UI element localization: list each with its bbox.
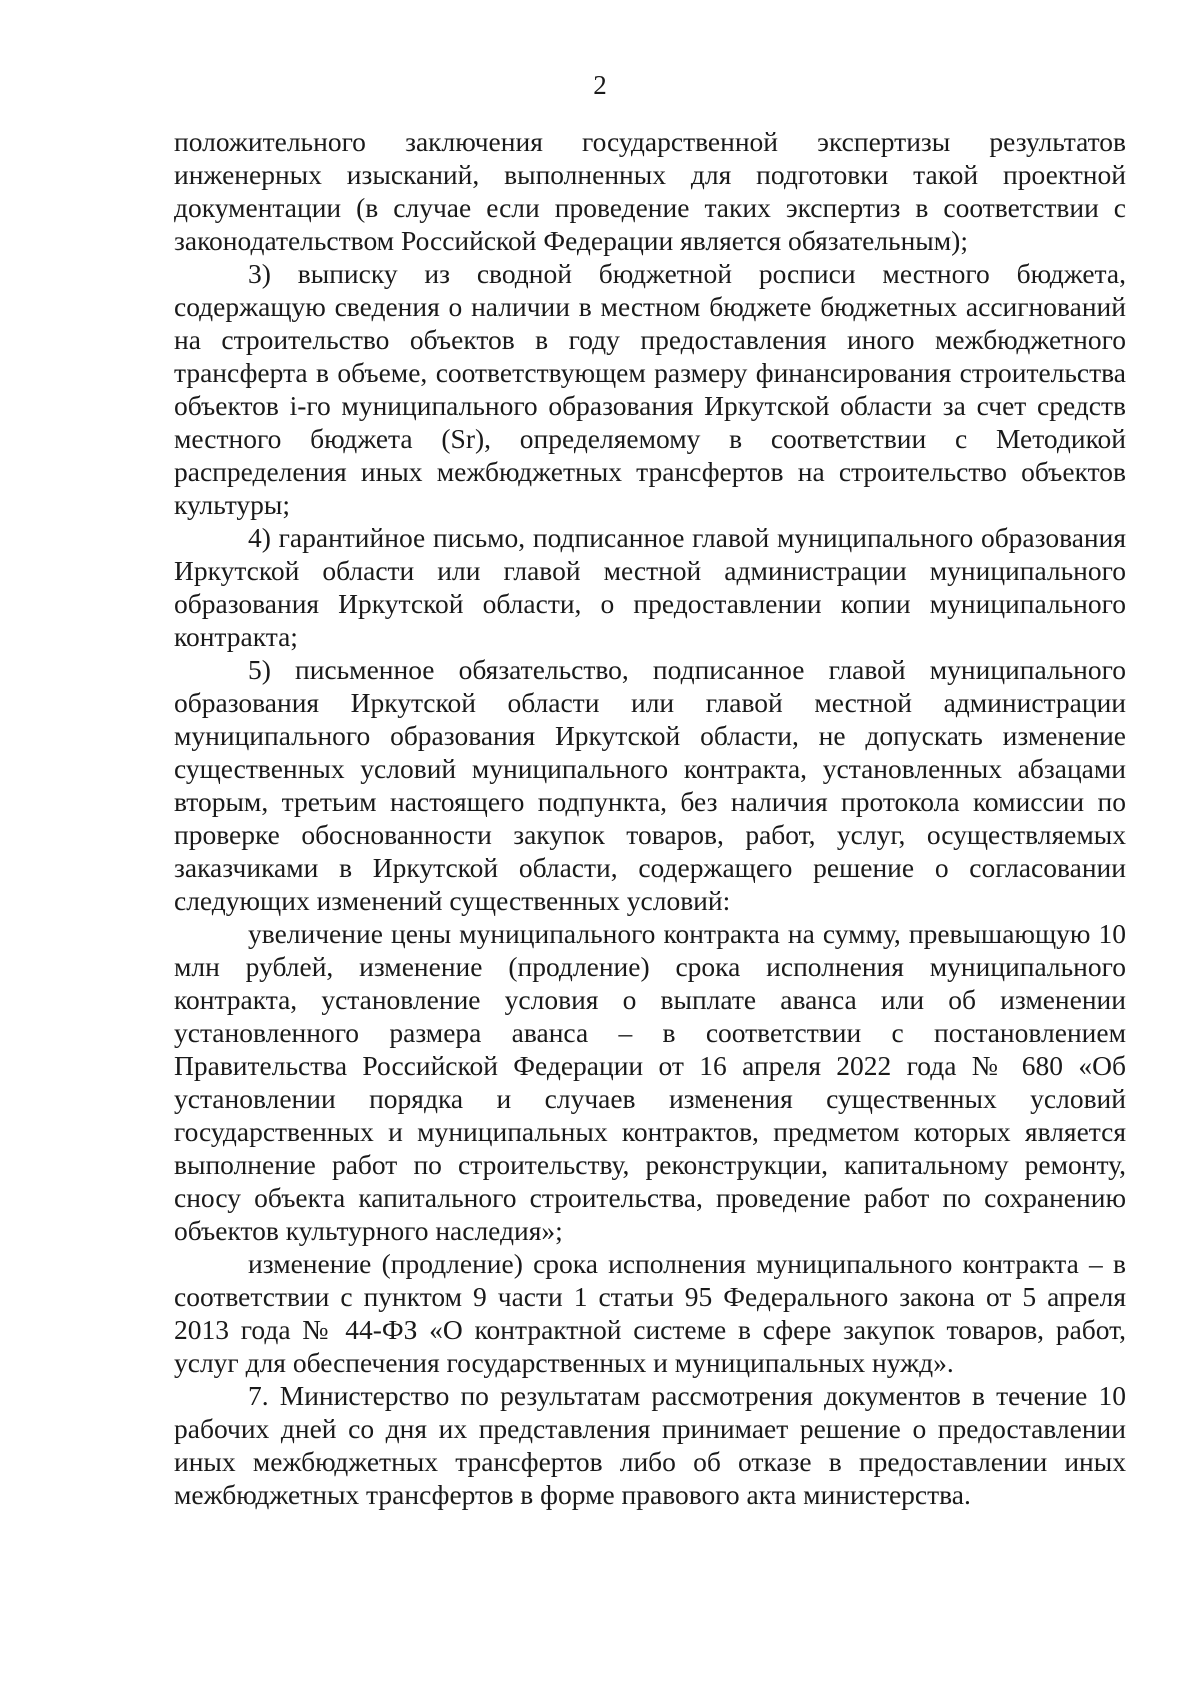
page-number: 2 bbox=[593, 70, 607, 100]
paragraph-expertise-conclusion: положительного заключения государственной экспертизы результатов инженерных изысканий, выполненных для подготовки такой проектной документации (в случае если проведение таких экспертиз в соответствии с законодательством Российской Федерации является обязательным); bbox=[174, 126, 1126, 256]
paragraph-item-4-guarantee-letter: 4) гарантийное письмо, подписанное главой муниципального образования Иркутской области или главой местной администрации муниципального образования Иркутской области, о предоставлении копии муниципального контракта; bbox=[174, 522, 1126, 652]
paragraph-item-7-ministry-decision: 7. Министерство по результатам рассмотрения документов в течение 10 рабочих дней со дня их представления принимает решение о предоставлении иных межбюджетных трансфертов либо об отказе в предоставлении иных межбюджетных трансфертов в форме правового акта министерства. bbox=[174, 1380, 1126, 1510]
document-body bbox=[174, 125, 1126, 1511]
paragraph-term-extension-condition: изменение (продление) срока исполнения муниципального контракта – в соответствии с пунктом 9 части 1 статьи 95 Федерального закона от 5 апреля 2013 года № 44-ФЗ «О контрактной системе в сфере закупок товаров, работ, услуг для обеспечения государственных и муниципальных нужд». bbox=[174, 1248, 1126, 1378]
paragraph-item-3-budget-extract: 3) выписку из сводной бюджетной росписи местного бюджета, содержащую сведения о наличии в местном бюджете бюджетных ассигнований на строительство объектов в году предоставления иного межбюджетного трансферта в объеме, соответствующем размеру финансирования строительства объектов i-го муниципального образования Иркутской области за счет средств местного бюджета (Sr), определяемому в соответствии с Методикой распределения иных межбюджетных трансфертов на строительство объектов культуры; bbox=[174, 258, 1126, 520]
paragraph-price-increase-condition: увеличение цены муниципального контракта на сумму, превышающую 10 млн рублей, изменение (продление) срока исполнения муниципального контракта, установление условия о выплате аванса или об изменении установленного размера аванса – в соответствии с постановлением Правительства Российской Федерации от 16 апреля 2022 года № 680 «Об установлении порядка и случаев изменения существенных условий государственных и муниципальных контрактов, предметом которых является выполнение работ по строительству, реконструкции, капитальному ремонту, сносу объекта капитального строительства, проведение работ по сохранению объектов культурного наследия»; bbox=[174, 918, 1126, 1246]
paragraph-item-5-written-obligation: 5) письменное обязательство, подписанное главой муниципального образования Иркутской области или главой местной администрации муниципального образования Иркутской области, не допускать изменение существенных условий муниципального контракта, установленных абзацами вторым, третьим настоящего подпункта, без наличия протокола комиссии по проверке обоснованности закупок товаров, работ, услуг, осуществляемых заказчиками в Иркутской области, содержащего решение о согласовании следующих изменений существенных условий: bbox=[174, 654, 1126, 916]
